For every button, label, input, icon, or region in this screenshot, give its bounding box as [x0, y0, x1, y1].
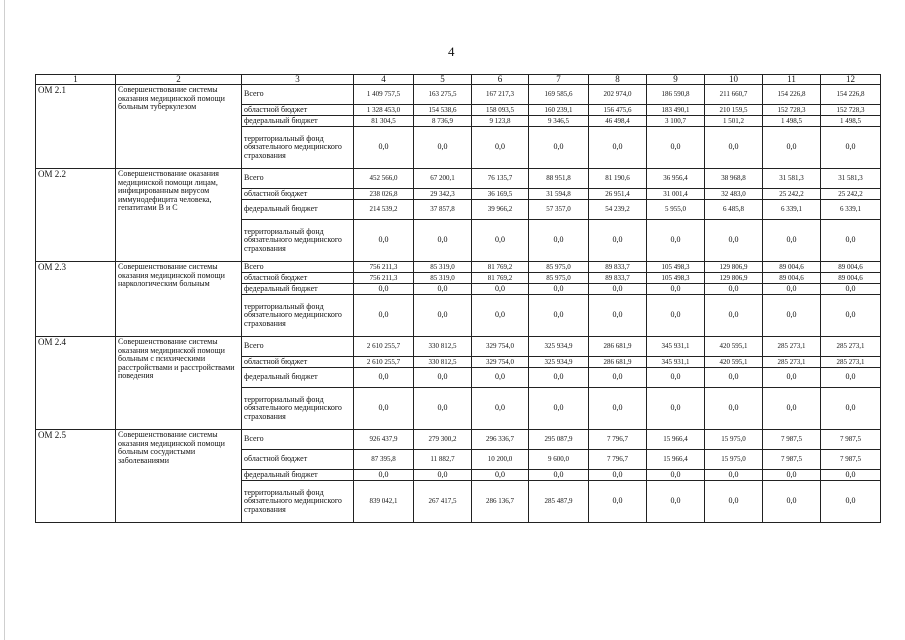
value-cell: 6 339,1	[821, 200, 881, 220]
value-cell: 0,0	[589, 470, 647, 481]
value-cell: 105 498,3	[647, 262, 705, 273]
value-cell: 37 857,8	[414, 200, 472, 220]
value-cell: 46 498,4	[589, 116, 647, 127]
value-cell: 279 300,2	[414, 430, 472, 450]
funding-source: территориальный фонд обязательного медицинского страхования	[242, 127, 354, 169]
value-cell: 0,0	[414, 368, 472, 388]
value-cell: 295 087,9	[529, 430, 589, 450]
value-cell: 81 304,5	[354, 116, 414, 127]
value-cell: 32 483,0	[705, 189, 763, 200]
value-cell: 0,0	[821, 470, 881, 481]
value-cell: 89 833,7	[589, 273, 647, 284]
table-row	[36, 430, 881, 450]
value-cell: 31 581,3	[763, 169, 821, 189]
value-cell: 0,0	[647, 127, 705, 169]
value-cell: 0,0	[647, 220, 705, 262]
value-cell: 214 539,2	[354, 200, 414, 220]
value-cell: 81 190,6	[589, 169, 647, 189]
value-cell: 285 273,1	[821, 337, 881, 357]
value-cell: 0,0	[763, 295, 821, 337]
value-cell: 154 226,8	[763, 85, 821, 105]
value-cell: 5 955,0	[647, 200, 705, 220]
value-cell: 0,0	[529, 127, 589, 169]
value-cell: 0,0	[647, 481, 705, 523]
value-cell: 202 974,0	[589, 85, 647, 105]
value-cell: 0,0	[705, 368, 763, 388]
value-cell: 0,0	[529, 368, 589, 388]
value-cell: 0,0	[647, 470, 705, 481]
header-cell: 11	[763, 75, 821, 85]
value-cell: 0,0	[763, 284, 821, 295]
value-cell: 152 728,3	[763, 105, 821, 116]
value-cell: 0,0	[589, 481, 647, 523]
value-cell: 158 093,5	[472, 105, 529, 116]
header-row	[36, 75, 881, 85]
value-cell: 36 956,4	[647, 169, 705, 189]
funding-source: областной бюджет	[242, 189, 354, 200]
value-cell: 36 169,5	[472, 189, 529, 200]
value-cell: 0,0	[414, 388, 472, 430]
value-cell: 81 769,2	[472, 273, 529, 284]
value-cell: 1 409 757,5	[354, 85, 414, 105]
funding-source: Всего	[242, 262, 354, 273]
value-cell: 0,0	[821, 388, 881, 430]
value-cell: 211 660,7	[705, 85, 763, 105]
value-cell: 286 681,9	[589, 337, 647, 357]
value-cell: 31 581,3	[821, 169, 881, 189]
value-cell: 452 566,0	[354, 169, 414, 189]
value-cell: 0,0	[354, 295, 414, 337]
funding-source: федеральный бюджет	[242, 284, 354, 295]
value-cell: 0,0	[821, 481, 881, 523]
value-cell: 38 968,8	[705, 169, 763, 189]
value-cell: 0,0	[821, 368, 881, 388]
value-cell: 0,0	[763, 388, 821, 430]
value-cell: 163 275,5	[414, 85, 472, 105]
value-cell: 0,0	[589, 127, 647, 169]
value-cell: 0,0	[529, 284, 589, 295]
value-cell: 85 975,0	[529, 273, 589, 284]
measure-code: ОМ 2.5	[36, 430, 116, 523]
value-cell: 0,0	[529, 220, 589, 262]
value-cell: 1 328 453,0	[354, 105, 414, 116]
page-number: 4	[448, 44, 455, 59]
value-cell: 0,0	[354, 127, 414, 169]
value-cell: 756 211,3	[354, 262, 414, 273]
funding-source: областной бюджет	[242, 273, 354, 284]
value-cell: 186 590,8	[647, 85, 705, 105]
funding-source: областной бюджет	[242, 357, 354, 368]
value-cell: 0,0	[589, 284, 647, 295]
measure-code: ОМ 2.2	[36, 169, 116, 262]
value-cell: 926 437,9	[354, 430, 414, 450]
value-cell: 0,0	[354, 470, 414, 481]
value-cell: 89 004,6	[821, 273, 881, 284]
value-cell: 0,0	[472, 470, 529, 481]
value-cell: 85 319,0	[414, 262, 472, 273]
value-cell: 54 239,2	[589, 200, 647, 220]
value-cell: 0,0	[589, 368, 647, 388]
value-cell: 89 833,7	[589, 262, 647, 273]
measure-name: Совершенствование оказания медицинской помощи лицам, инфицированным вирусом иммунодефицита человека, гепатитами В и С	[116, 169, 242, 262]
header-cell: 7	[529, 75, 589, 85]
value-cell: 0,0	[589, 388, 647, 430]
value-cell: 0,0	[472, 388, 529, 430]
value-cell: 0,0	[354, 220, 414, 262]
value-cell: 15 966,4	[647, 430, 705, 450]
value-cell: 85 319,0	[414, 273, 472, 284]
funding-source: территориальный фонд обязательного медицинского страхования	[242, 220, 354, 262]
value-cell: 0,0	[705, 470, 763, 481]
measure-code: ОМ 2.4	[36, 337, 116, 430]
value-cell: 7 987,5	[821, 430, 881, 450]
value-cell: 420 595,1	[705, 337, 763, 357]
value-cell: 129 806,9	[705, 262, 763, 273]
value-cell: 0,0	[647, 368, 705, 388]
funding-source: территориальный фонд обязательного медицинского страхования	[242, 295, 354, 337]
value-cell: 0,0	[354, 368, 414, 388]
value-cell: 154 226,8	[821, 85, 881, 105]
value-cell: 154 538,6	[414, 105, 472, 116]
funding-source: Всего	[242, 430, 354, 450]
value-cell: 76 135,7	[472, 169, 529, 189]
value-cell: 7 796,7	[589, 430, 647, 450]
funding-source: территориальный фонд обязательного медицинского страхования	[242, 388, 354, 430]
value-cell: 0,0	[763, 470, 821, 481]
value-cell: 839 042,1	[354, 481, 414, 523]
value-cell: 330 812,5	[414, 357, 472, 368]
value-cell: 6 485,8	[705, 200, 763, 220]
header-cell: 2	[116, 75, 242, 85]
value-cell: 285 487,9	[529, 481, 589, 523]
value-cell: 25 242,2	[821, 189, 881, 200]
value-cell: 85 975,0	[529, 262, 589, 273]
value-cell: 0,0	[472, 220, 529, 262]
value-cell: 0,0	[414, 284, 472, 295]
value-cell: 10 200,0	[472, 450, 529, 470]
value-cell: 0,0	[354, 284, 414, 295]
value-cell: 7 987,5	[821, 450, 881, 470]
funding-source: федеральный бюджет	[242, 200, 354, 220]
value-cell: 0,0	[414, 220, 472, 262]
funding-source: территориальный фонд обязательного медицинского страхования	[242, 481, 354, 523]
funding-source: федеральный бюджет	[242, 470, 354, 481]
measure-code: ОМ 2.3	[36, 262, 116, 337]
value-cell: 285 273,1	[821, 357, 881, 368]
value-cell: 2 610 255,7	[354, 357, 414, 368]
value-cell: 0,0	[354, 388, 414, 430]
header-cell: 1	[36, 75, 116, 85]
value-cell: 31 594,8	[529, 189, 589, 200]
value-cell: 31 001,4	[647, 189, 705, 200]
value-cell: 57 357,0	[529, 200, 589, 220]
value-cell: 0,0	[705, 481, 763, 523]
value-cell: 238 026,8	[354, 189, 414, 200]
funding-source: Всего	[242, 85, 354, 105]
measure-name: Совершенствование системы оказания медицинской помощи больным сосудистыми заболеваниями	[116, 430, 242, 523]
value-cell: 15 975,0	[705, 450, 763, 470]
value-cell: 0,0	[472, 127, 529, 169]
value-cell: 15 975,0	[705, 430, 763, 450]
value-cell: 285 273,1	[763, 337, 821, 357]
value-cell: 0,0	[705, 284, 763, 295]
value-cell: 39 966,2	[472, 200, 529, 220]
page-left-edge	[4, 0, 5, 640]
value-cell: 0,0	[589, 220, 647, 262]
header-cell: 5	[414, 75, 472, 85]
value-cell: 0,0	[589, 295, 647, 337]
value-cell: 756 211,3	[354, 273, 414, 284]
value-cell: 1 498,5	[763, 116, 821, 127]
value-cell: 3 100,7	[647, 116, 705, 127]
value-cell: 169 585,6	[529, 85, 589, 105]
value-cell: 183 490,1	[647, 105, 705, 116]
value-cell: 0,0	[763, 368, 821, 388]
value-cell: 0,0	[763, 127, 821, 169]
value-cell: 0,0	[414, 295, 472, 337]
value-cell: 329 754,0	[472, 337, 529, 357]
value-cell: 89 004,6	[821, 262, 881, 273]
value-cell: 285 273,1	[763, 357, 821, 368]
value-cell: 0,0	[472, 284, 529, 295]
value-cell: 345 931,1	[647, 337, 705, 357]
value-cell: 8 736,9	[414, 116, 472, 127]
value-cell: 0,0	[529, 295, 589, 337]
value-cell: 0,0	[821, 127, 881, 169]
value-cell: 25 242,2	[763, 189, 821, 200]
value-cell: 296 336,7	[472, 430, 529, 450]
table-body	[36, 75, 881, 523]
value-cell: 0,0	[821, 220, 881, 262]
value-cell: 9 123,8	[472, 116, 529, 127]
funding-source: федеральный бюджет	[242, 116, 354, 127]
value-cell: 129 806,9	[705, 273, 763, 284]
value-cell: 0,0	[414, 470, 472, 481]
header-cell: 4	[354, 75, 414, 85]
value-cell: 0,0	[821, 295, 881, 337]
value-cell: 9 600,0	[529, 450, 589, 470]
value-cell: 286 681,9	[589, 357, 647, 368]
value-cell: 81 769,2	[472, 262, 529, 273]
table-row	[36, 169, 881, 189]
value-cell: 0,0	[414, 127, 472, 169]
measure-name: Совершенствование системы оказания медицинской помощи больным туберкулезом	[116, 85, 242, 169]
value-cell: 0,0	[647, 388, 705, 430]
value-cell: 7 987,5	[763, 450, 821, 470]
value-cell: 89 004,6	[763, 262, 821, 273]
value-cell: 0,0	[472, 295, 529, 337]
header-cell: 10	[705, 75, 763, 85]
funding-source: областной бюджет	[242, 450, 354, 470]
measure-name: Совершенствование системы оказания медицинской помощи больным с психическими расстройствами и расстройствами поведения	[116, 337, 242, 430]
value-cell: 1 498,5	[821, 116, 881, 127]
value-cell: 0,0	[529, 470, 589, 481]
value-cell: 267 417,5	[414, 481, 472, 523]
value-cell: 6 339,1	[763, 200, 821, 220]
value-cell: 9 346,5	[529, 116, 589, 127]
value-cell: 152 728,3	[821, 105, 881, 116]
value-cell: 0,0	[705, 220, 763, 262]
header-cell: 9	[647, 75, 705, 85]
funding-source: Всего	[242, 169, 354, 189]
value-cell: 11 882,7	[414, 450, 472, 470]
value-cell: 15 966,4	[647, 450, 705, 470]
value-cell: 2 610 255,7	[354, 337, 414, 357]
value-cell: 88 951,8	[529, 169, 589, 189]
measure-name: Совершенствование системы оказания медицинской помощи наркологическим больным	[116, 262, 242, 337]
value-cell: 286 136,7	[472, 481, 529, 523]
value-cell: 0,0	[705, 388, 763, 430]
header-cell: 6	[472, 75, 529, 85]
header-cell: 8	[589, 75, 647, 85]
value-cell: 0,0	[529, 388, 589, 430]
value-cell: 156 475,6	[589, 105, 647, 116]
value-cell: 0,0	[705, 295, 763, 337]
funding-source: областной бюджет	[242, 105, 354, 116]
value-cell: 210 159,5	[705, 105, 763, 116]
value-cell: 0,0	[472, 368, 529, 388]
value-cell: 1 501,2	[705, 116, 763, 127]
table-row	[36, 262, 881, 273]
value-cell: 345 931,1	[647, 357, 705, 368]
table-row	[36, 85, 881, 105]
value-cell: 7 987,5	[763, 430, 821, 450]
value-cell: 0,0	[821, 284, 881, 295]
value-cell: 167 217,3	[472, 85, 529, 105]
budget-table	[35, 74, 881, 523]
header-cell: 3	[242, 75, 354, 85]
value-cell: 420 595,1	[705, 357, 763, 368]
header-cell: 12	[821, 75, 881, 85]
value-cell: 67 200,1	[414, 169, 472, 189]
funding-source: федеральный бюджет	[242, 368, 354, 388]
value-cell: 160 239,1	[529, 105, 589, 116]
value-cell: 329 754,0	[472, 357, 529, 368]
measure-code: ОМ 2.1	[36, 85, 116, 169]
value-cell: 0,0	[705, 127, 763, 169]
value-cell: 0,0	[647, 295, 705, 337]
value-cell: 89 004,6	[763, 273, 821, 284]
value-cell: 7 796,7	[589, 450, 647, 470]
value-cell: 105 498,3	[647, 273, 705, 284]
value-cell: 325 934,9	[529, 357, 589, 368]
value-cell: 26 951,4	[589, 189, 647, 200]
value-cell: 0,0	[763, 220, 821, 262]
value-cell: 29 342,3	[414, 189, 472, 200]
value-cell: 0,0	[763, 481, 821, 523]
table-row	[36, 337, 881, 357]
funding-source: Всего	[242, 337, 354, 357]
value-cell: 0,0	[647, 284, 705, 295]
value-cell: 325 934,9	[529, 337, 589, 357]
value-cell: 330 812,5	[414, 337, 472, 357]
value-cell: 87 395,8	[354, 450, 414, 470]
